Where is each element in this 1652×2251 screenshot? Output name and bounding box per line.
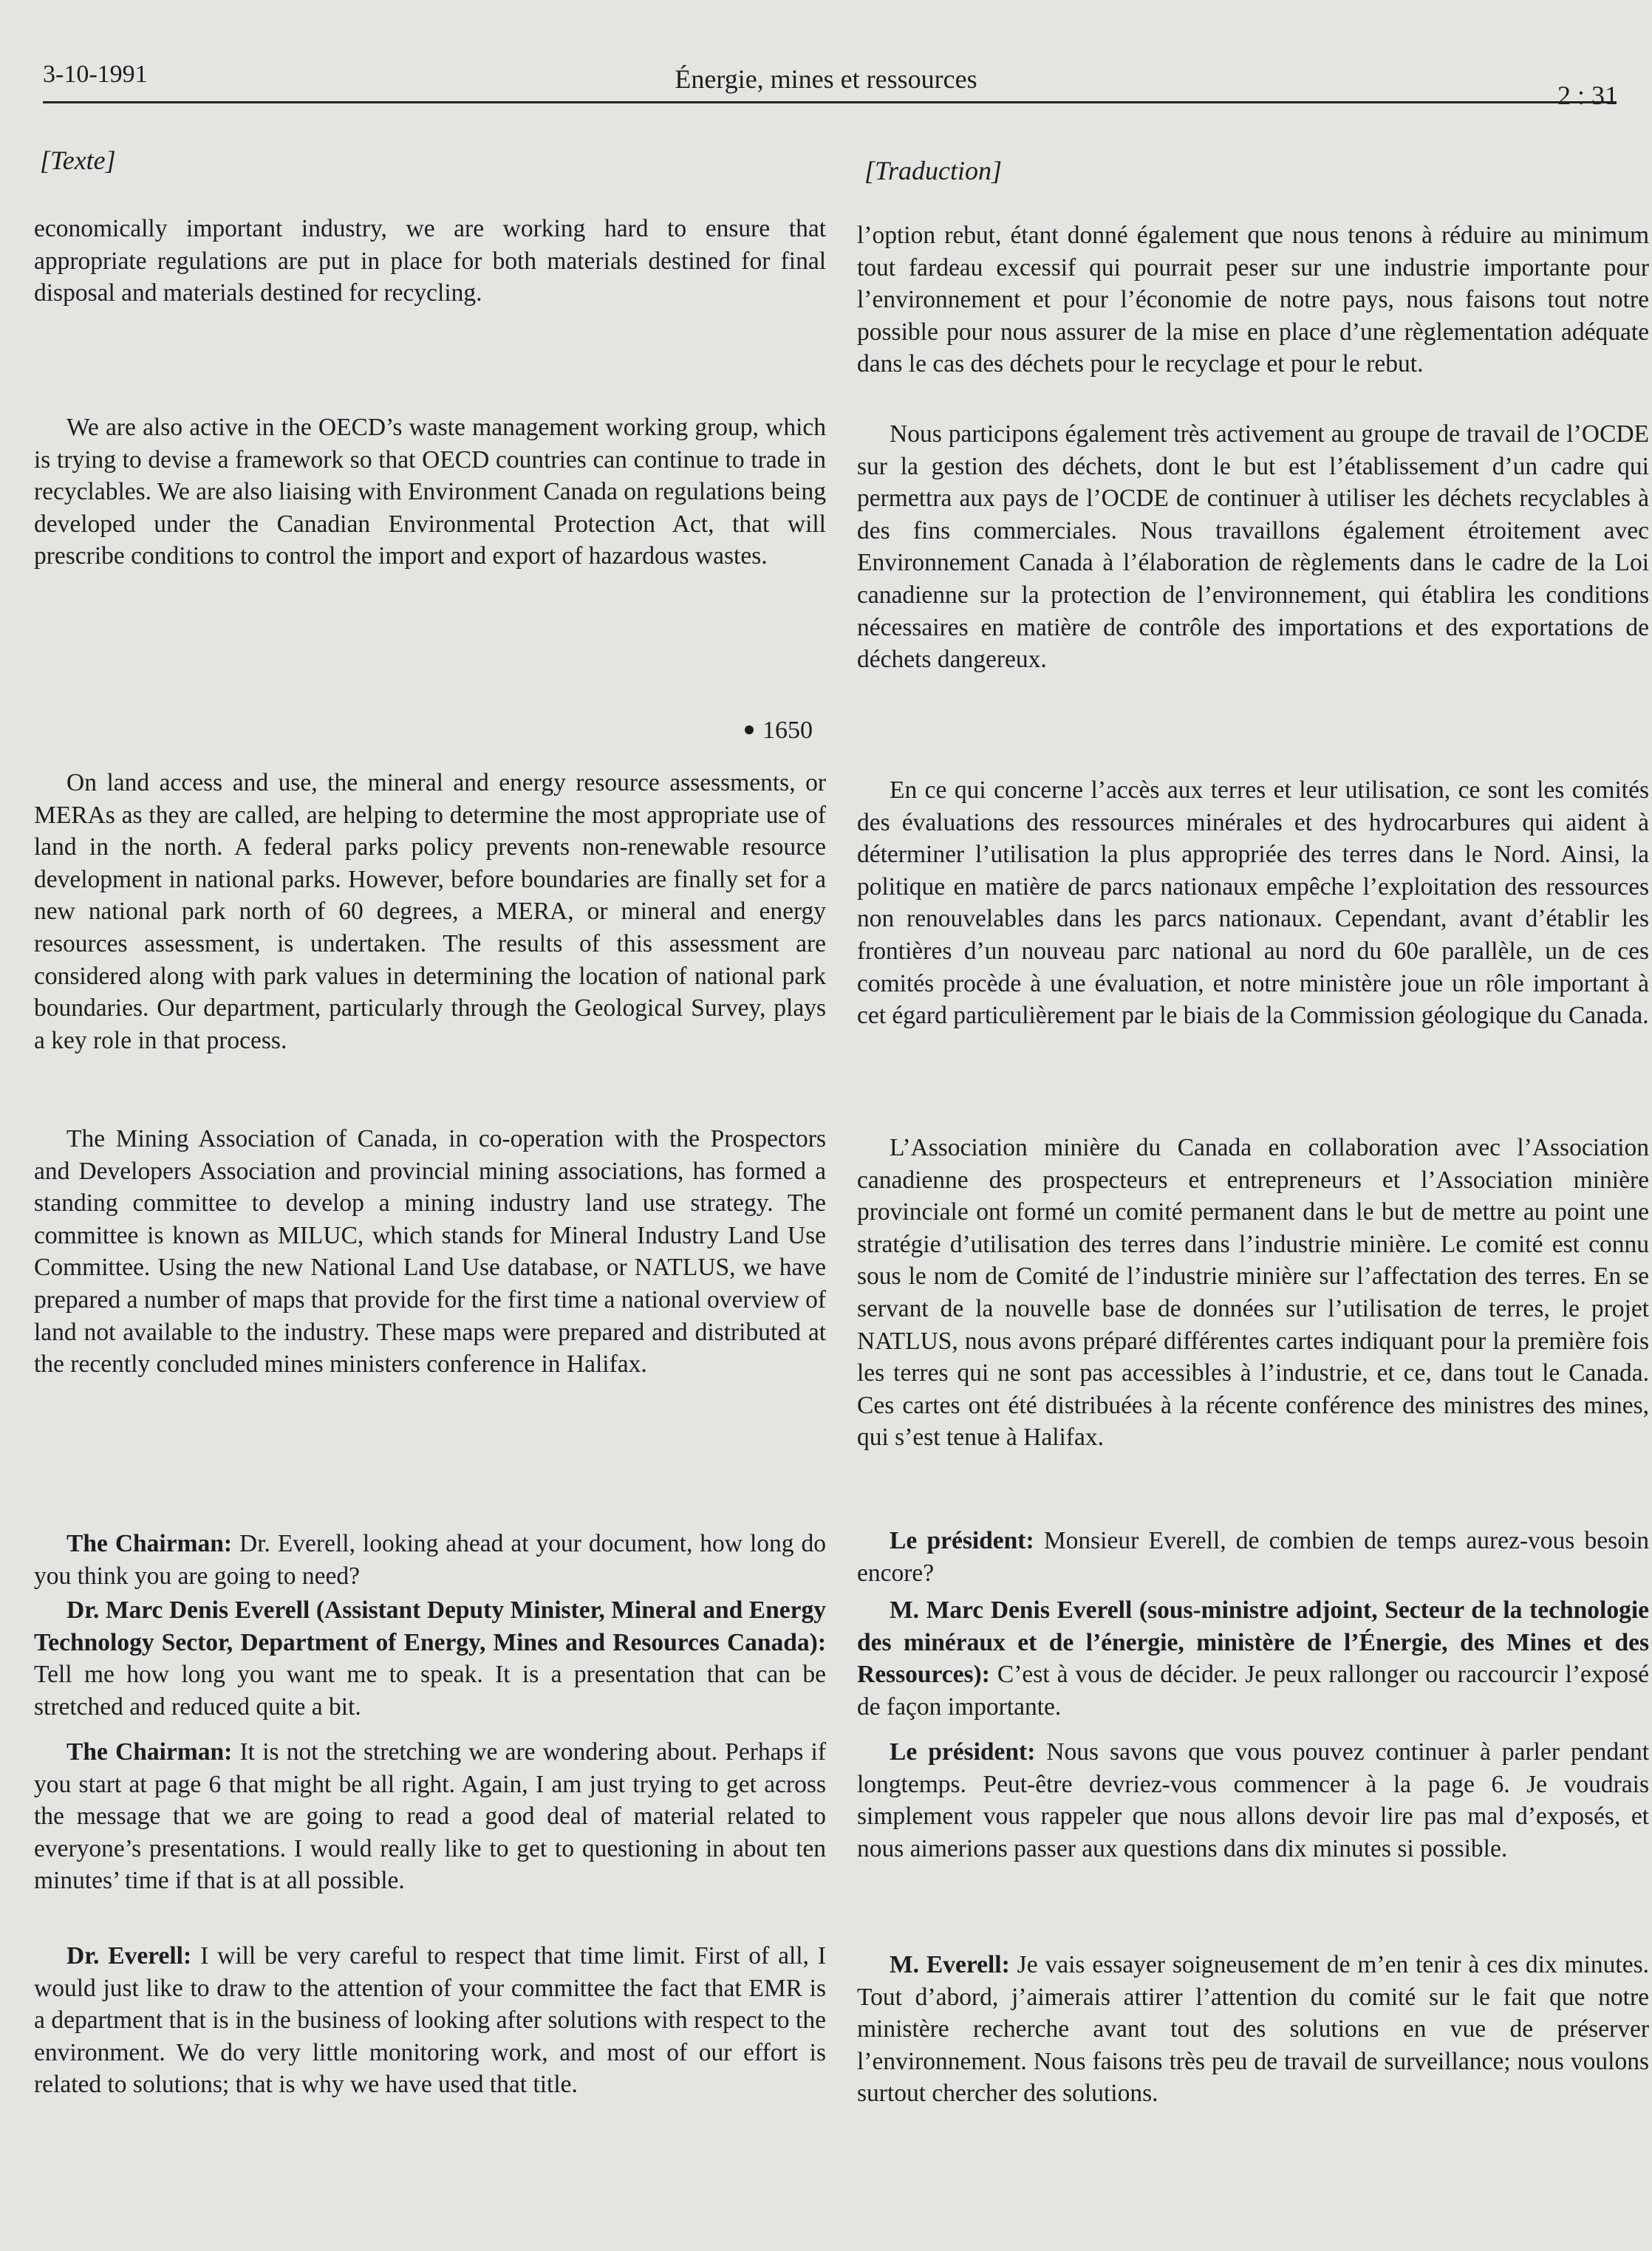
paragraph: Nous participons également très activement au groupe de travail de l’OCDE sur la gestion des déchets, dont le but est l’établissement d’un cadre qui permettra aux pays de l’OCDE de continuer à utiliser les déchets recyclables à des fins commerciales. Nous travaillons également étroitement avec Environnement Canada à l’élaboration de règlements dans le cadre de la Loi canadienne sur la protection de l’environnement, qui établira les conditions nécessaires en matière de contrôle des importations et des exportations de déchets dangereux.: [857, 420, 1649, 674]
speaker-name: Dr. Everell:: [66, 1942, 192, 1970]
page-number: 2 : 31: [1557, 81, 1618, 110]
header-date: 3-10-1991: [43, 61, 148, 88]
dialogue-entry: [857, 1736, 1649, 1865]
speech-text: It is not the stretching we are wondering about. Perhaps if you start at page 6 that might be all right. Again, I am just trying to get across the message that we are going to read a good deal of material related to everyone’s presentations. I would really like to get to questioning in about ten minutes’ time if that is at all possible.: [34, 1738, 827, 1895]
speech-text: Dr. Everell, looking ahead at your document, how long do you think you are going to need?: [34, 1530, 826, 1590]
paragraph: We are also active in the OECD’s waste management working group, which is trying to devise a framework so that OECD countries can continue to trade in recyclables. We are also liaising with Environment Canada on regulations being developed under the Canadian Environmental Protection Act, that will prescribe conditions to control the import and export of hazardous wastes.: [34, 414, 826, 570]
speaker-name: Dr. Marc Denis Everell (Assistant Deputy Minister, Mineral and Energy Technology Sector, Department of Energy, Mines and Resources Canada):: [34, 1596, 826, 1656]
speaker-name: M. Marc Denis Everell (sous-ministre adjoint, Secteur de la technologie des minéraux et de l’énergie, ministère de l’Énergie, des Mines et des Ressources):: [857, 1596, 1649, 1689]
speech-text: Monsieur Everell, de combien de temps aurez-vous besoin encore?: [857, 1527, 1650, 1587]
dialogue-entry: [857, 1594, 1649, 1723]
dialogue-entry: [34, 1528, 826, 1592]
speaker-name: Le président:: [890, 1738, 1036, 1766]
paragraph: economically important industry, we are working hard to ensure that appropriate regulations are put in place for both materials destined for final disposal and materials destined for recycling.: [34, 215, 826, 307]
traduction-label: [Traduction]: [864, 156, 1003, 185]
dialogue-entry: [34, 1736, 826, 1897]
dialogue-entry: [34, 1594, 826, 1723]
bullet-icon: [745, 725, 754, 734]
speech-text: I will be very careful to respect that time limit. First of all, I would just like to draw to the attention of your committee the fact that EMR is a department that is in the business of looking after solutions with respect to the environment. We do very little monitoring work, and most of our effort is related to solutions; that is why we have used that title.: [34, 1942, 826, 2099]
speech-text: Nous savons que vous pouvez continuer à parler pendant longtemps. Peut-être devriez-vous commencer à la page 6. Je voudrais simplement vous rappeler que nous allons devoir lire pas mal d’exposés, et nous aimerions passer aux questions dans dix minutes si possible.: [857, 1738, 1650, 1862]
speaker-name: M. Everell:: [890, 1951, 1010, 1978]
paragraph: l’option rebut, étant donné également que nous tenons à réduire au minimum tout fardeau excessif qui pourrait peser sur une industrie importante pour l’environnement et pour l’économie de notre pays, nous faisons tout notre possible pour nous assurer de la mise en place d’une règlementation adéquate dans le cas des déchets pour le recyclage et pour le rebut.: [857, 222, 1649, 378]
speaker-name: The Chairman:: [66, 1738, 233, 1766]
dialogue-entry: [34, 1940, 826, 2101]
speaker-name: The Chairman:: [66, 1530, 233, 1557]
texte-label: [Texte]: [40, 146, 116, 175]
speaker-name: Le président:: [890, 1527, 1034, 1554]
header-rule: [43, 101, 1617, 103]
paragraph: The Mining Association of Canada, in co-operation with the Prospectors and Developers Association and provincial mining associations, has formed a standing committee to develop a mining industry land use strategy. The committee is known as MILUC, which stands for Mineral Industry Land Use Committee. Using the new National Land Use database, or NATLUS, we have prepared a number of maps that provide for the first time a national overview of land not available to the industry. These maps were prepared and distributed at the recently concluded mines ministers conference in Halifax.: [34, 1125, 826, 1379]
paragraph: On land access and use, the mineral and energy resource assessments, or MERAs as they are called, are helping to determine the most appropriate use of land in the north. A federal parks policy prevents non-renewable resource development in national parks. However, before boundaries are finally set for a new national park north of 60 degrees, a MERA, or mineral and energy resources assessment, is undertaken. The results of this assessment are considered along with park values in determining the location of national park boundaries. Our department, particularly through the Geological Survey, plays a key role in that process.: [34, 769, 826, 1054]
time-marker: [745, 714, 813, 747]
speech-text: Je vais essayer soigneusement de m’en tenir à ces dix minutes. Tout d’abord, j’aimerais attirer l’attention du comité sur le fait que notre ministère recherche avant tout des solutions en vue de préserver l’environnement. Nous faisons très peu de travail de surveillance; nous voulons surtout chercher des solutions.: [857, 1951, 1649, 2108]
speech-text: C’est à vous de décider. Je peux rallonger ou raccourcir l’exposé de façon importante.: [857, 1661, 1650, 1721]
paragraph: L’Association minière du Canada en collaboration avec l’Association canadienne des prospecteurs et entrepreneurs et l’Association minière provinciale ont formé un comité permanent dans le but de mettre au point une stratégie d’utilisation des terres dans l’industrie minière. Le comité est connu sous le nom de Comité de l’industrie minière sur l’affectation des terres. En se servant de la nouvelle base de données sur l’utilisation de terres, le projet NATLUS, nous avons préparé différentes cartes indiquant pour la première fois les terres qui ne sont pas accessibles à l’industrie, et ce, dans tout le Canada. Ces cartes ont été distribuées à la récente conférence des ministres des mines, qui s’est tenue à Halifax.: [857, 1134, 1649, 1452]
dialogue-entry: [857, 1525, 1649, 1589]
paragraph: En ce qui concerne l’accès aux terres et leur utilisation, ce sont les comités des évaluations des ressources minérales et des hydrocarbures qui aident à déterminer l’utilisation la plus appropriée des terres dans le Nord. Ainsi, la politique en matière de parcs nationaux empêche l’exploitation des ressources non renouvelables dans les parcs nationaux. Cependant, avant d’établir les frontières d’un nouveau parc national au nord du 60e parallèle, un de ces comités procède à une évaluation, et notre ministère joue un rôle important à cet égard particulièrement par le biais de la Commission géologique du Canada.: [857, 776, 1649, 1030]
dialogue-entry: [857, 1949, 1649, 2110]
header-title: Énergie, mines et ressources: [675, 64, 977, 94]
time-marker-value: 1650: [762, 717, 813, 744]
speech-text: Tell me how long you want me to speak. It is a presentation that can be stretched and reduced quite a bit.: [34, 1661, 826, 1721]
